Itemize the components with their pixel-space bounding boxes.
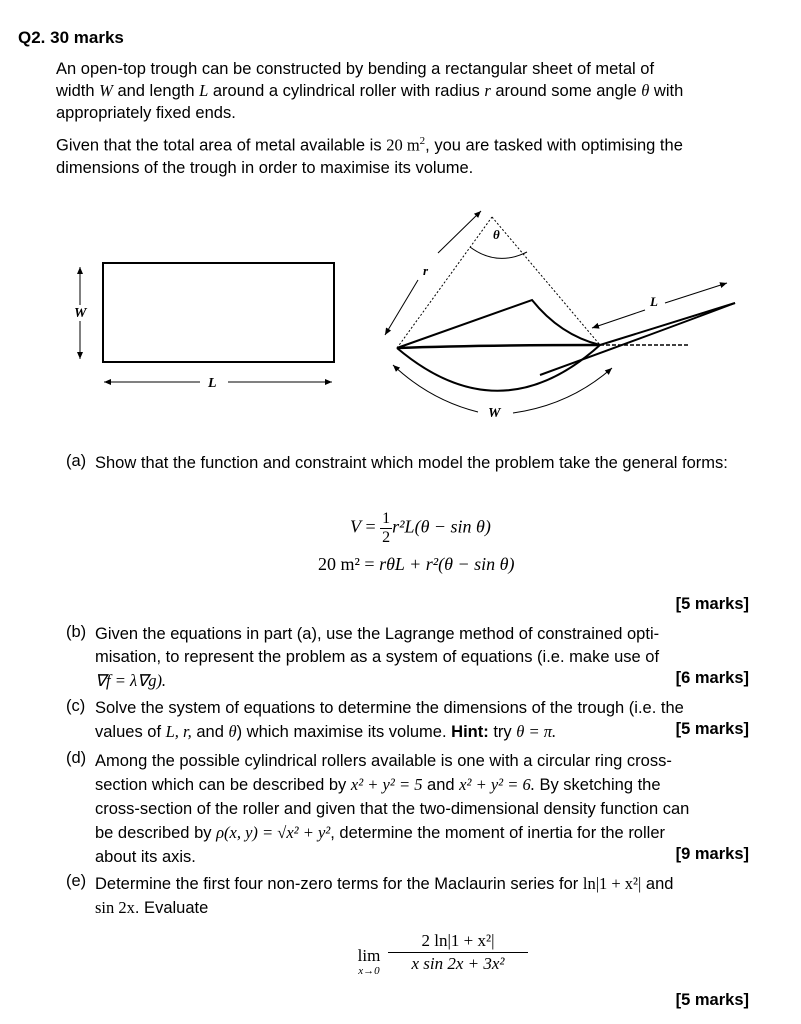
trough-shape [397,300,735,391]
rect-width-label: W [74,306,87,321]
theta-label: θ [493,227,500,242]
intro-line-4: Given that the total area of metal available is 20 $m^2$, you are tasked with optimising the [56,135,683,155]
part-c-label: (c) [66,697,86,715]
part-b-label: (b) [66,623,87,641]
metal-sheet-rect [103,263,334,362]
part-c-marks: [5 marks] [675,720,749,738]
part-a-label: (a) [66,452,87,470]
part-d-text: Among the possible cylindrical rollers available is one with a circular ring cross- section which can be described by x² + y² = 5 and x² + y² = 6. By sketching the cross-section of the roller and given that the two-dimensional density function can be described by ρ(x, y) = √x² + y², determine the moment of inertia for the roller about its axis. [95,752,690,866]
intro-paragraph-1 [56,58,756,124]
constraint-equation: 20 m² = rθL + r²(θ − sin θ) [318,554,515,574]
trough-diagram [0,195,801,455]
radius-label: r [423,263,429,278]
part-d-label: (d) [66,749,87,767]
part-e-text: Determine the first four non-zero terms for the Maclaurin series for ln|1 + x²| and sin 2x. Evaluate [95,874,674,917]
limit-fraction: 2 ln|1 + x²| x sin 2x + 3x² [388,930,528,975]
trough-length-label: L [650,294,658,309]
trough-width-arrow [393,365,612,413]
intro-line-2: width W and length L around a cylindrical roller with radius r around some angle θ with [56,81,684,100]
question-title: Q2. 30 marks [18,28,124,47]
part-c-text: Solve the system of equations to determine the dimensions of the trough (i.e. the values of L, r, and θ) which maximise its volume. Hint: try θ = π. [95,699,684,741]
part-d-marks: [9 marks] [675,845,749,863]
intro-line-5: dimensions of the trough in order to maximise its volume. [56,158,474,177]
intro-paragraph-2 [56,130,756,179]
part-b-marks: [6 marks] [675,669,749,687]
intro-line-3: appropriately fixed ends. [56,104,236,122]
trough-width-label: W [488,406,501,421]
half-fraction: $\frac{1}{2}$ [382,510,391,546]
intro-line-1: An open-top trough can be constructed by bending a rectangular sheet of metal of [56,60,655,78]
part-e-marks: [5 marks] [675,991,749,1009]
part-a-text: Show that the function and constraint which model the problem take the general forms: [95,454,728,472]
part-e-label: (e) [66,872,87,890]
trough-length-arrow [592,283,727,328]
part-a-marks: [5 marks] [675,595,749,613]
limit-operator: lim x→0 [357,946,381,977]
rect-length-label: L [208,376,217,391]
volume-equation: V = $\frac{1}{2}$ r²L(θ − sin θ) [350,510,491,546]
radius-arrow [385,211,481,335]
part-b-text: Given the equations in part (a), use the Lagrange method of constrained opti- misation, to represent the problem as a system of equations (i.e. make use of ∇f = λ∇g). [95,625,660,690]
